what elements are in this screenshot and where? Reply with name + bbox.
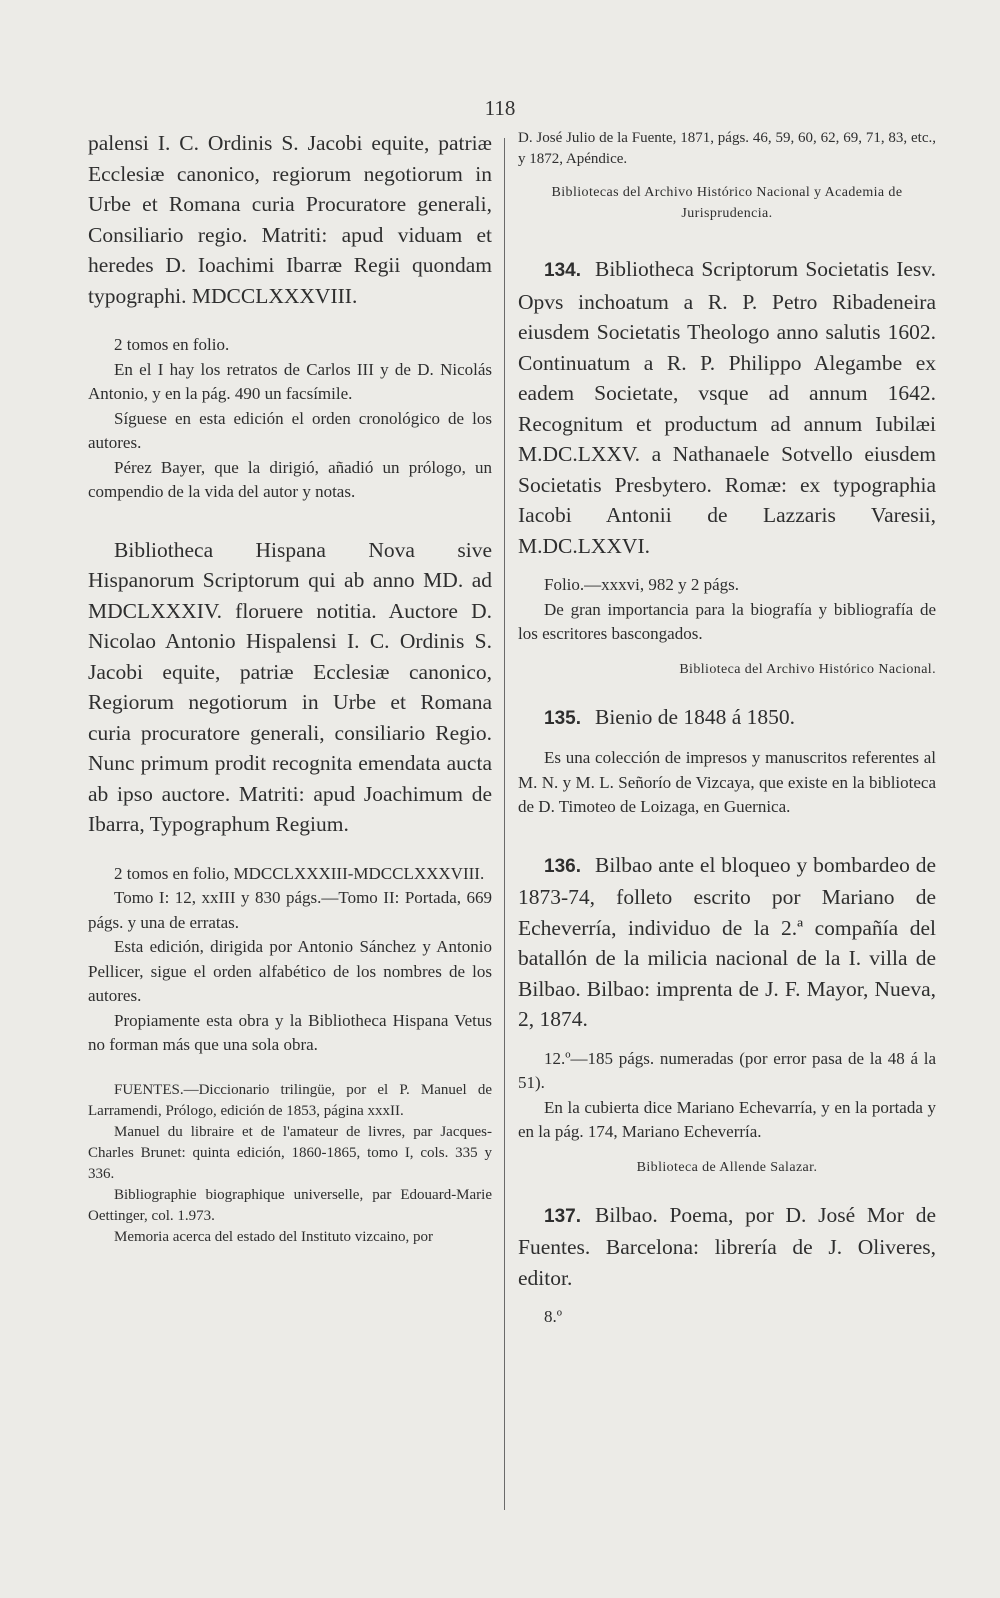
note: 2 tomos en folio. — [114, 335, 230, 354]
entry-text: Bibliotheca Hispana Nova sive Hispanorum Scriptorum qui ab anno MD. ad MDCLXXXIV. floruere notitia. Auctore D. Nicolao Antonio Hispalensi I. C. Ordinis S. Jacobi equite, patriæ Ecclesiæ canonico, Regiorum negotiorum in Urbe et Romana curia procuratore generali, consiliario Regio. Nunc primum prodit recognita emendata aucta ab ipso auctore. Matriti: apud Joachimum de Ibarra, Typographum Regium. — [88, 537, 492, 836]
note: Pérez Bayer, que la dirigió, añadió un prólogo, un compendio de la vida del autor y notas. — [88, 457, 492, 501]
library-location: Biblioteca del Archivo Histórico Nacional. — [679, 661, 936, 677]
entry-137 — [518, 1200, 936, 1294]
note: Esta edición, dirigida por Antonio Sánchez y Antonio Pellicer, sigue el orden alfabético de los nombres de los autores. — [88, 937, 492, 1005]
library-location: Bibliotecas del Archivo Histórico Nacional y Academia de Jurisprudencia. — [551, 185, 903, 221]
page-number: 118 — [484, 96, 516, 120]
note: 8.º — [544, 1307, 563, 1326]
sources-note: FUENTES.—Diccionario trilingüe, por el P. Manuel de Larramendi, Prólogo, edición de 1853, página xxxII. — [88, 1081, 492, 1119]
note: En el I hay los retratos de Carlos III y de D. Nicolás Antonio, y en la pág. 490 un facsímile. — [88, 359, 492, 403]
note: Síguese en esta edición el orden cronológico de los autores. — [88, 408, 492, 452]
sources-note: Manuel du libraire et de l'amateur de livres, par Jacques-Charles Brunet: quinta edición, 1860-1865, tomo I, cols. 335 y 336. — [88, 1123, 492, 1182]
entry-continuation: palensi I. C. Ordinis S. Jacobi equite, patriæ Ecclesiæ canonico, regiorum negotiorum in Urbe et Romana curia Procuratore generali, Consiliario regio. Matriti: apud viduam et heredes D. Ioachimi Ibarræ Regii quondam typographi. MDCCLXXXVIII. — [88, 131, 492, 308]
entry-text: Bilbao ante el bloqueo y bombardeo de 1873-74, folleto escrito por Mariano de Echeverría, individuo de la 2.ª compañía del batallón de la milicia nacional de la I. villa de Bilbao. Bilbao: imprenta de J. F. Mayor, Nueva, 2, 1874. — [518, 852, 936, 1031]
entry-135 — [518, 702, 936, 735]
column-divider — [504, 138, 505, 1510]
sources-note: Bibliographie biographique universelle, par Edouard-Marie Oettinger, col. 1.973. — [88, 1186, 492, 1224]
entry-number: 136. — [544, 855, 581, 877]
entry-text: Bilbao. Poema, por D. José Mor de Fuentes. Barcelona: librería de J. Oliveres, editor. — [518, 1202, 936, 1290]
note: Folio.—xxxvi, 982 y 2 págs. — [544, 575, 740, 594]
left-column — [88, 128, 492, 1248]
note: En la cubierta dice Mariano Echevarría, y en la portada y en la pág. 174, Mariano Echeverría. — [518, 1097, 936, 1141]
library-location: Biblioteca de Allende Salazar. — [636, 1159, 818, 1175]
entry-text: Bibliotheca Scriptorum Societatis Iesv. Opvs inchoatum a R. P. Petro Ribadeneira eiusdem Societatis Theologo anno salutis 1602. Continuatum a R. P. Philippo Alegambe ex eadem Societate, vsque ad annum 1642. Recognitum et productum ad annum Iubilæi M.DC.LXXV. a Nathanaele Sotvello eiusdem Societatis Presbytero. Romæ: ex typographia Iacobi Antonii de Lazzaris Varesii, M.DC.LXXVI. — [518, 257, 936, 558]
entry-number: 134. — [544, 260, 581, 281]
note: Tomo I: 12, xxIII y 830 págs.—Tomo II: Portada, 669 págs. y una de erratas. — [88, 888, 492, 932]
entry-136 — [518, 850, 936, 1035]
note: 2 tomos en folio, MDCCLXXXIII-MDCCLXXXVIII. — [114, 863, 485, 883]
entry-text: Bienio de 1848 á 1850. — [594, 704, 796, 729]
sources-note: Memoria acerca del estado del Instituto vizcaino, por — [114, 1228, 434, 1245]
entry-number: 135. — [544, 707, 581, 729]
entry-number: 137. — [544, 1205, 581, 1227]
note: Es una colección de impresos y manuscritos referentes al M. N. y M. L. Señorío de Vizcaya, que existe en la biblioteca de D. Timoteo de Loizaga, en Guernica. — [518, 748, 936, 816]
sources-note: D. José Julio de la Fuente, 1871, págs. 46, 59, 60, 62, 69, 71, 83, etc., y 1872, Apéndice. — [518, 130, 936, 167]
note: 12.º—185 págs. numeradas (por error pasa de la 48 á la 51). — [518, 1048, 936, 1092]
right-column — [518, 128, 936, 1330]
note: Propiamente esta obra y la Bibliotheca Hispana Vetus no forman más que una sola obra. — [88, 1010, 492, 1054]
note: De gran importancia para la biografía y bibliografía de los escritores bascongados. — [518, 599, 936, 643]
entry-134 — [518, 254, 936, 561]
